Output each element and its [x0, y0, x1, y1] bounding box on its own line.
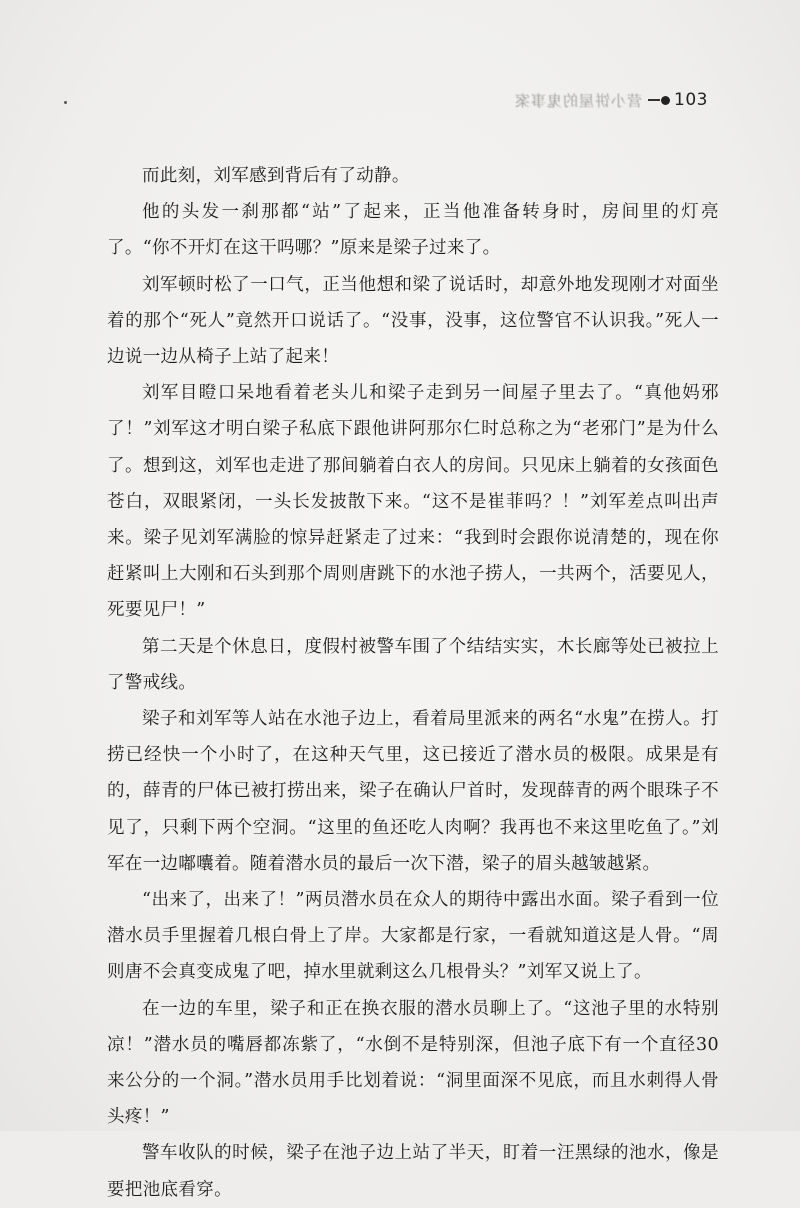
- paragraph: 刘军顿时松了一口气，正当他想和梁了说话时，却意外地发现刚才对面坐着的那个“死人”竟然开口说话了。“没事，没事，这位警官不认识我。”死人一边说一边从椅子上站了起来！: [107, 274, 719, 368]
- ink-speck: [64, 101, 67, 104]
- page-number: 103: [674, 90, 708, 110]
- paragraph: “出来了，出来了！”两员潜水员在众人的期待中露出水面。梁子看到一位潜水员手里握着几根白骨上了岸。大家都是行家，一看就知道这是人骨。“周则唐不会真变成鬼了吧，掉水里就剩这么几根骨头？”刘军又说上了。: [107, 890, 719, 983]
- paragraph: 他的头发一刹那都“站”了起来，正当他准备转身时，房间里的灯亮了。“你不开灯在这干吗哪？”原来是梁子过来了。: [107, 202, 719, 259]
- body-text: [107, 158, 719, 1208]
- header-dot-icon: [661, 96, 670, 105]
- running-head-title: 营小饼屋的鬼事案: [514, 91, 643, 110]
- paragraph: 梁子和刘军等人站在水池子边上，看着局里派来的两名“水鬼”在捞人。打捞已经快一个小时了，在这种天气里，这已接近了潜水员的极限。成果是有的，薛青的尸体已被打捞出来，梁子在确认尸首时，发现薛青的两个眼珠子不见了，只剩下两个空洞。“这里的鱼还吃人肉啊？我再也不来这里吃鱼了。”刘军在一边嘟囔着。随着潜水员的最后一次下潜，梁子的眉头越皱越紧。: [107, 709, 719, 874]
- paragraph: 警车收队的时候，梁子在池子边上站了半天，盯着一汪黑绿的池水，像是要把池底看穿。: [107, 1143, 719, 1200]
- paragraph: 而此刻，刘军感到背后有了动静。: [142, 166, 410, 186]
- paragraph: 第二天是个休息日，度假村被警车围了个结结实实，木长廊等处已被拉上了警戒线。: [107, 636, 719, 693]
- header-rule: [648, 99, 660, 101]
- page-header: [514, 86, 708, 114]
- paragraph: 刘军目瞪口呆地看着老头儿和梁子走到另一间屋子里去了。“真他妈邪了！”刘军这才明白梁子私底下跟他讲阿那尔仁时总称之为“老邪门”是为什么了。想到这，刘军也走进了那间躺着白衣人的房间。只见床上躺着的女孩面色苍白，双眼紧闭，一头长发披散下来。“这不是崔菲吗？！”刘军差点叫出声来。梁子见刘军满脸的惊异赶紧走了过来：“我到时会跟你说清楚的，现在你赶紧叫上大刚和石头到那个周则唐跳下的水池子捞人，一共两个，活要见人，死要见尸！”: [107, 383, 719, 621]
- paragraph: 在一边的车里，梁子和正在换衣服的潜水员聊上了。“这池子里的水特别凉！”潜水员的嘴唇都冻紫了，“水倒不是特别深，但池子底下有一个直径30来公分的一个洞。”潜水员用手比划着说：“洞里面深不见底，而且水刺得人骨头疼！”: [107, 998, 719, 1128]
